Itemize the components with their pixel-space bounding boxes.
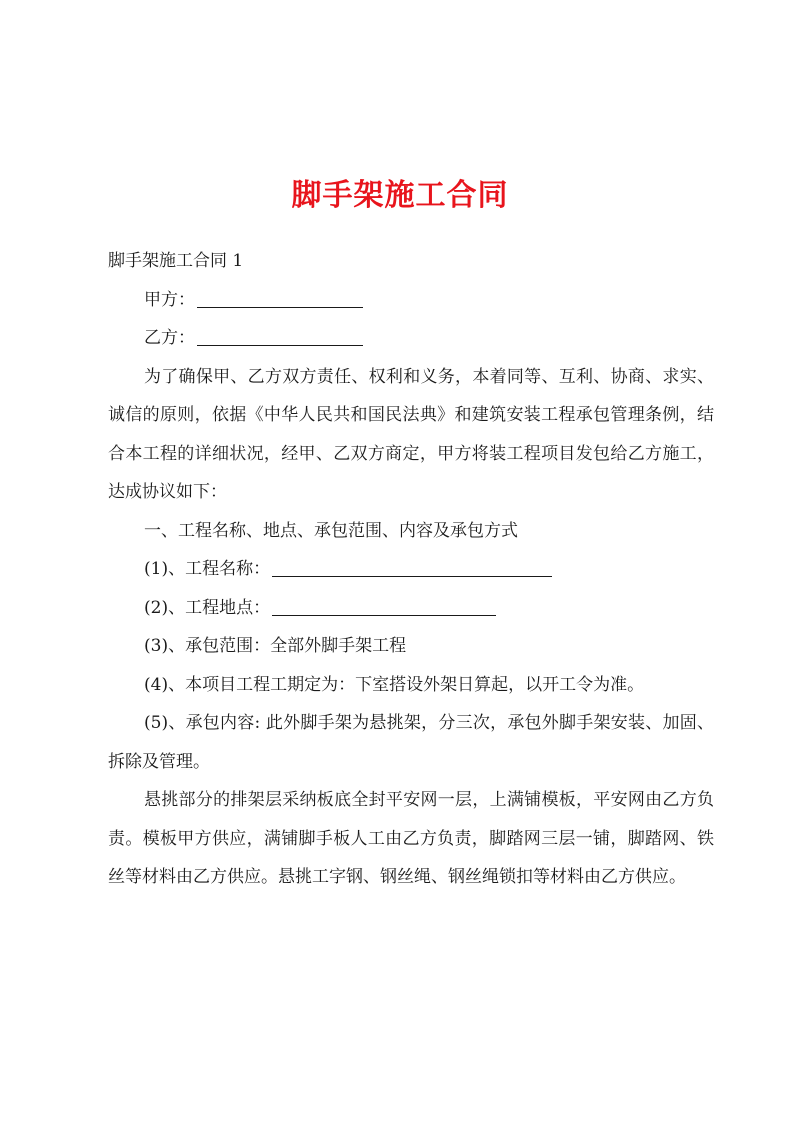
party-a-label: 甲方：	[144, 289, 195, 310]
party-b-label: 乙方：	[144, 328, 195, 348]
contract-subtitle: 脚手架施工合同 1	[108, 251, 244, 271]
project-location-label: (2)、工程地点：	[144, 597, 271, 618]
item-4-line: (4)、本项目工程工期定为：下室搭设外架日算起，以开工令为准。	[144, 674, 645, 695]
intro-paragraph: 为了确保甲、乙方双方责任、权利和义务，本着同等、互利、协商、求实、诚信的原则，依据《中华人民共和国民法典》和建筑安装工程承包管理条例，结合本工程的详细状况，经甲、乙双方商定，甲方将装工程项目发包给乙方施工，达成协议如下：	[108, 366, 714, 502]
document-title: 脚手架施工合同	[291, 178, 509, 213]
party-a-line	[108, 281, 714, 320]
scaffold-detail-paragraph: 悬挑部分的排架层采纳板底全封平安网一层，上满铺模板，平安网由乙方负责。模板甲方供应，满铺脚手板人工由乙方负责，脚踏网三层一铺，脚踏网、铁丝等材料由乙方供应。悬挑工字钢、钢丝绳、钢丝绳锁扣等材料由乙方供应。	[108, 790, 714, 887]
project-name-label: (1)、工程名称：	[144, 559, 271, 579]
project-name-blank	[272, 558, 552, 577]
section-1-heading: 一、工程名称、地点、承包范围、内容及承包方式	[144, 520, 518, 541]
item-2-line	[108, 589, 714, 628]
item-3-line: (3)、承包范围：全部外脚手架工程	[144, 636, 407, 656]
item-1-line	[108, 550, 714, 589]
item-5-paragraph: (5)、承包内容: 此外脚手架为悬挑架，分三次，承包外脚手架安装、加固、拆除及管理。	[108, 713, 714, 772]
party-b-line	[108, 319, 714, 358]
project-location-blank	[272, 597, 496, 616]
document-body	[108, 242, 714, 897]
party-b-blank	[197, 327, 363, 346]
party-a-blank	[197, 289, 363, 308]
